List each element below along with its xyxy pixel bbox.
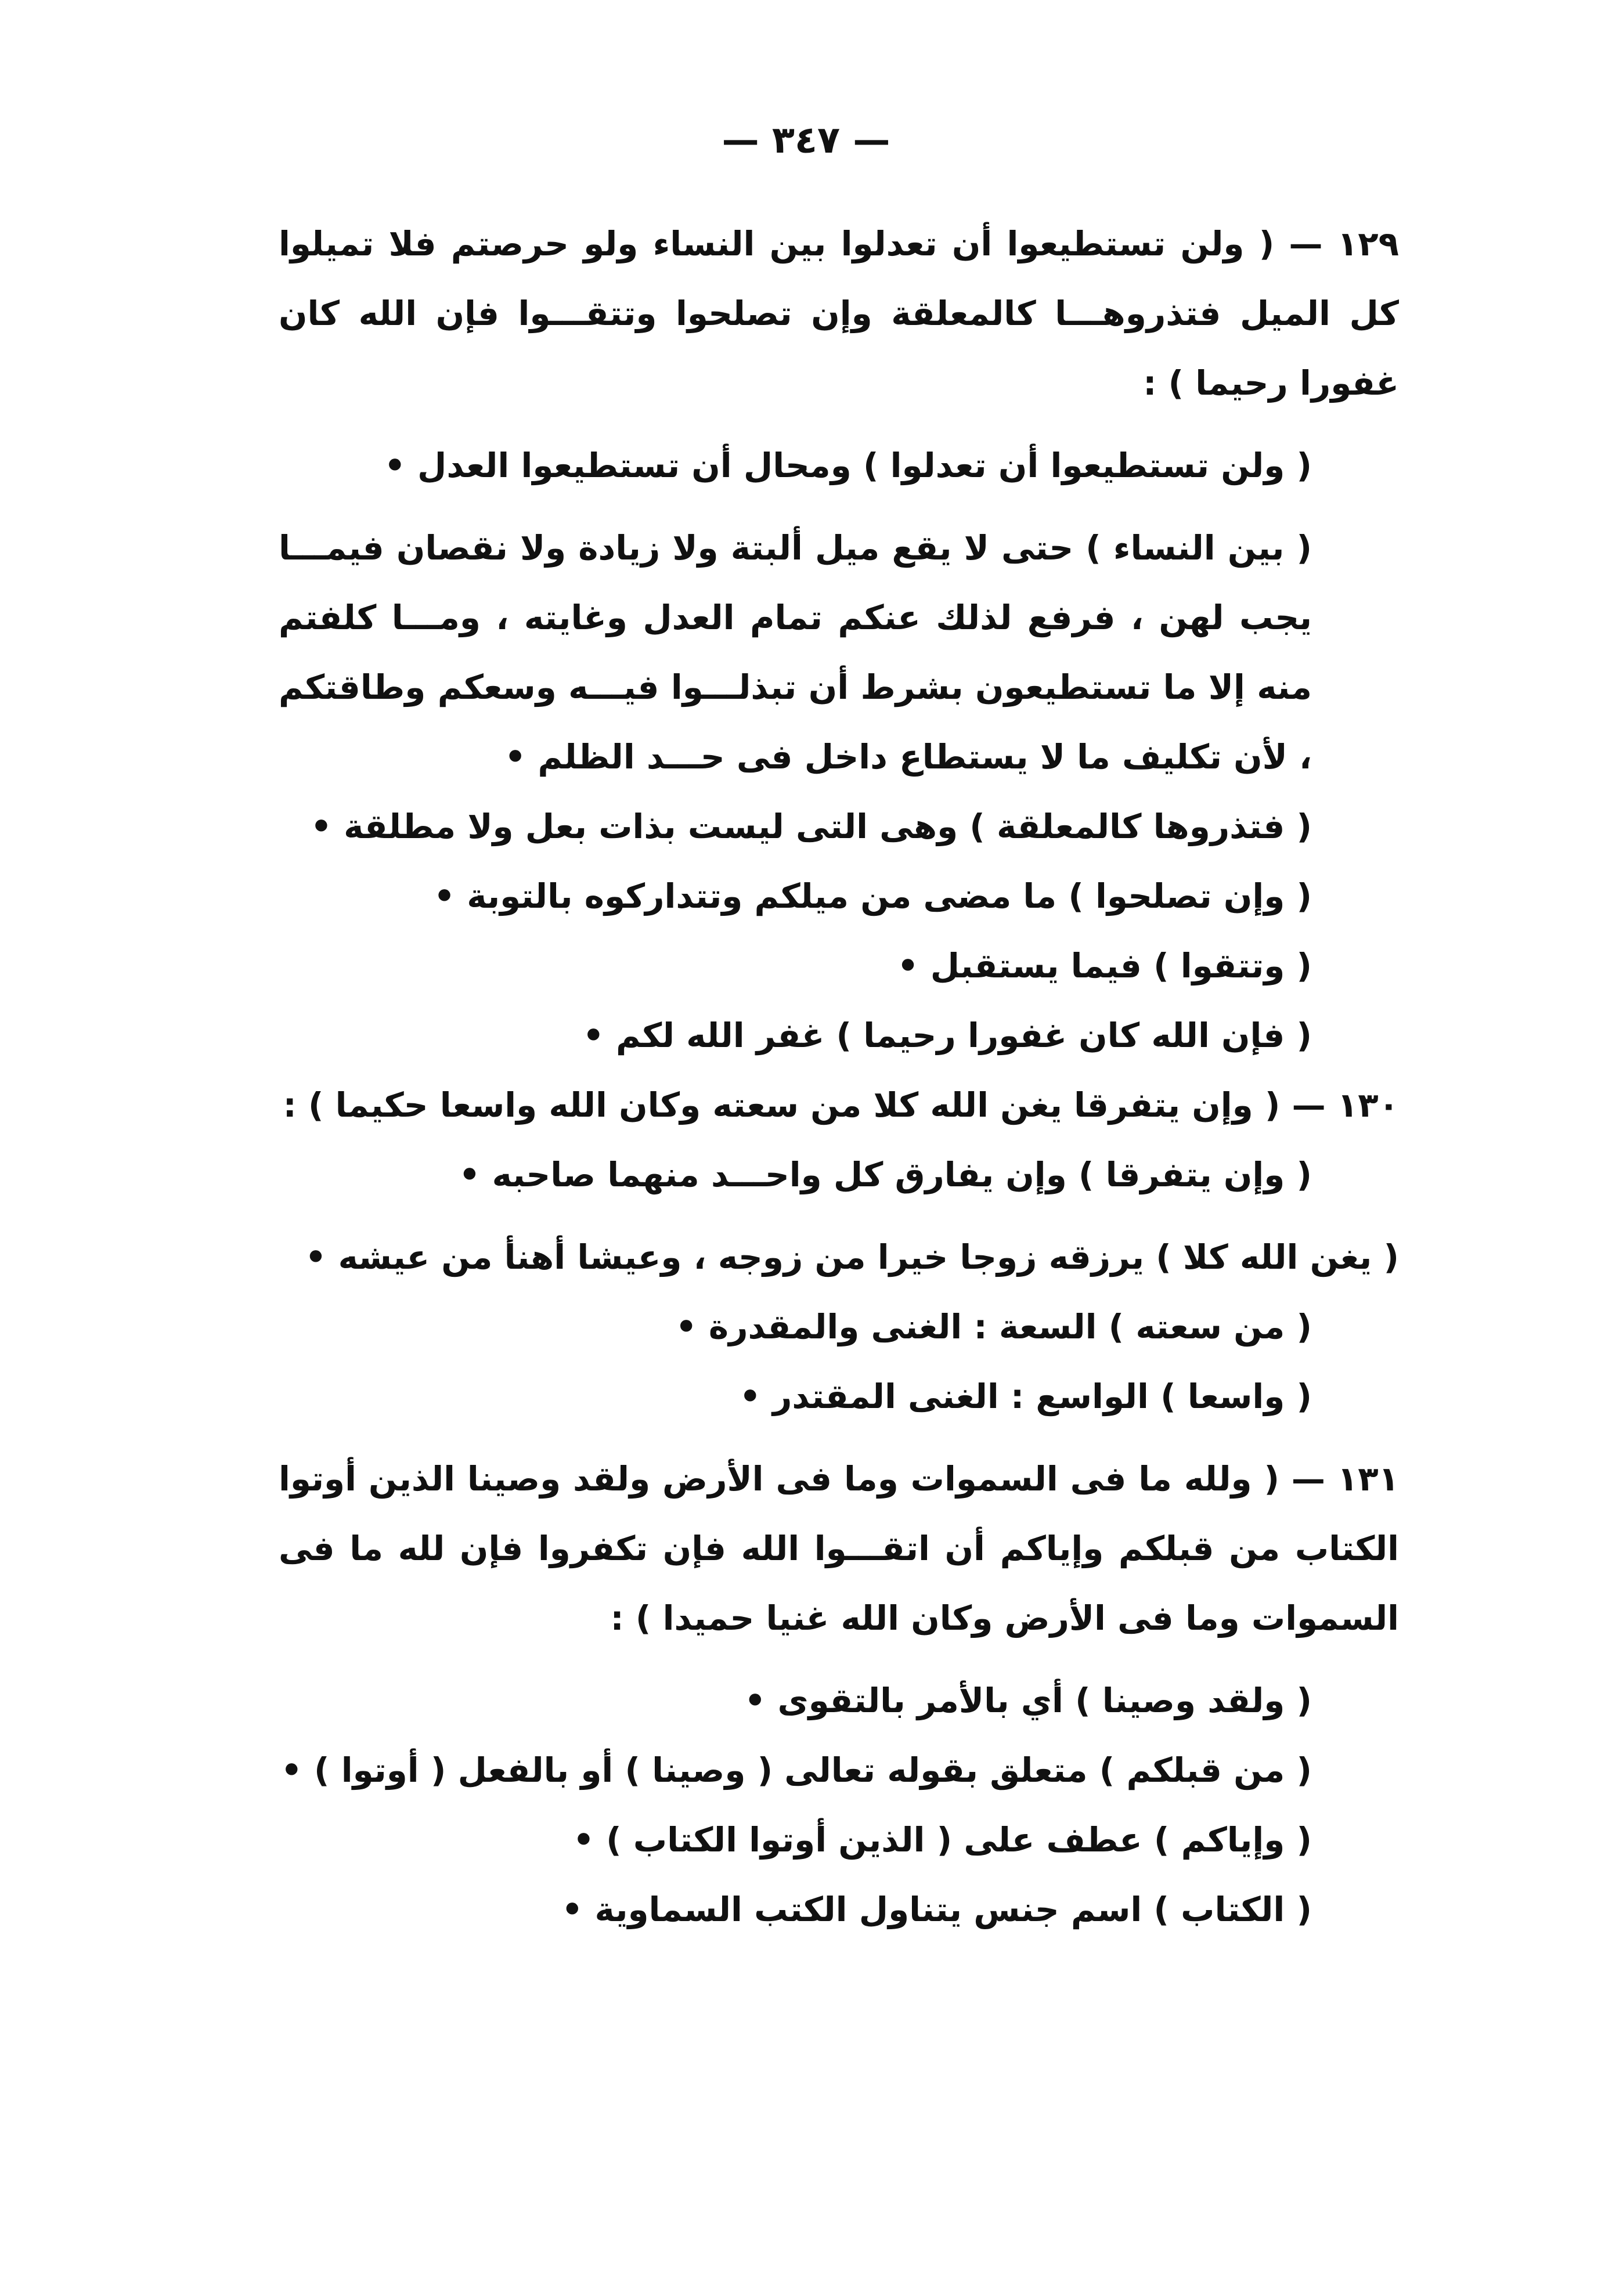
commentary-paragraph: ( من قبلكم ) متعلق بقوله تعالى ( وصينا ) أو بالفعل ( أوتوا ) • (280, 1750, 1312, 1790)
commentary-paragraph: ( فتذروها كالمعلقة ) وهى التى ليست بذات بعل ولا مطلقة • (310, 807, 1312, 846)
verse-129: ١٢٩ — ( ولن تستطيعوا أن تعدلوا بين النساء ولو حرصتم فلا تميلوا كل الميل فتذروهـــا كالمعلقة وإن تصلحوا وتتقـــوا فإن الله كان غفورا رحيما ) : (279, 224, 1399, 403)
commentary-paragraph: ( ولن تستطيعوا أن تعدلوا ) ومحال أن تستطيعوا العدل • (384, 446, 1312, 485)
commentary-paragraph: ( الكتاب ) اسم جنس يتناول الكتب السماوية • (561, 1890, 1312, 1929)
commentary-paragraph: ( وإياكم ) عطف على ( الذين أوتوا الكتاب ) • (572, 1820, 1312, 1860)
verse-130: ١٣٠ — ( وإن يتفرقا يغن الله كلا من سعته وكان الله واسعا حكيما ) : (283, 1085, 1399, 1125)
commentary-paragraph: ( فإن الله كان غفورا رحيما ) غفر الله لكم • (582, 1016, 1312, 1055)
commentary-paragraph: ( يغن الله كلا ) يرزقه زوجا خيرا من زوجه ، وعيشا أهنأ من عيشه • (305, 1237, 1399, 1277)
commentary-paragraph: ( من سعته ) السعة : الغنى والمقدرة • (675, 1307, 1312, 1346)
page-number: — ٣٤٧ — (722, 119, 890, 162)
commentary-paragraph: ( وتتقوا ) فيما يستقبل • (897, 946, 1312, 985)
commentary-paragraph: ( بين النساء ) حتى لا يقع ميل ألبتة ولا زيادة ولا نقصان فيمـــا يجب لهن ، فرفع لذلك عنكم تمام العدل وغايته ، ومـــا كلفتم منه إلا ما تستطيعون بشرط أن تبذلـــوا فيـــه وسعكم وطاقتكم ، لأن تكليف ما لا يستطاع داخل فى حـــد الظلم • (279, 528, 1312, 777)
verse-131: ١٣١ — ( ولله ما فى السموات وما فى الأرض ولقد وصينا الذين أوتوا الكتاب من قبلكم وإياكم أن اتقـــوا الله فإن تكفروا فإن لله ما فى السموات وما فى الأرض وكان الله غنيا حميدا ) : (279, 1459, 1399, 1638)
commentary-paragraph: ( واسعا ) الواسع : الغنى المقتدر • (739, 1377, 1312, 1416)
commentary-paragraph: ( وإن يتفرقا ) وإن يفارق كل واحـــد منهما صاحبه • (459, 1155, 1312, 1194)
commentary-paragraph: ( وإن تصلحوا ) ما مضى من ميلكم وتتداركوه بالتوبة • (433, 876, 1312, 916)
commentary-paragraph: ( ولقد وصينا ) أي بالأمر بالتقوى • (744, 1681, 1312, 1720)
page-body (279, 209, 1399, 1944)
